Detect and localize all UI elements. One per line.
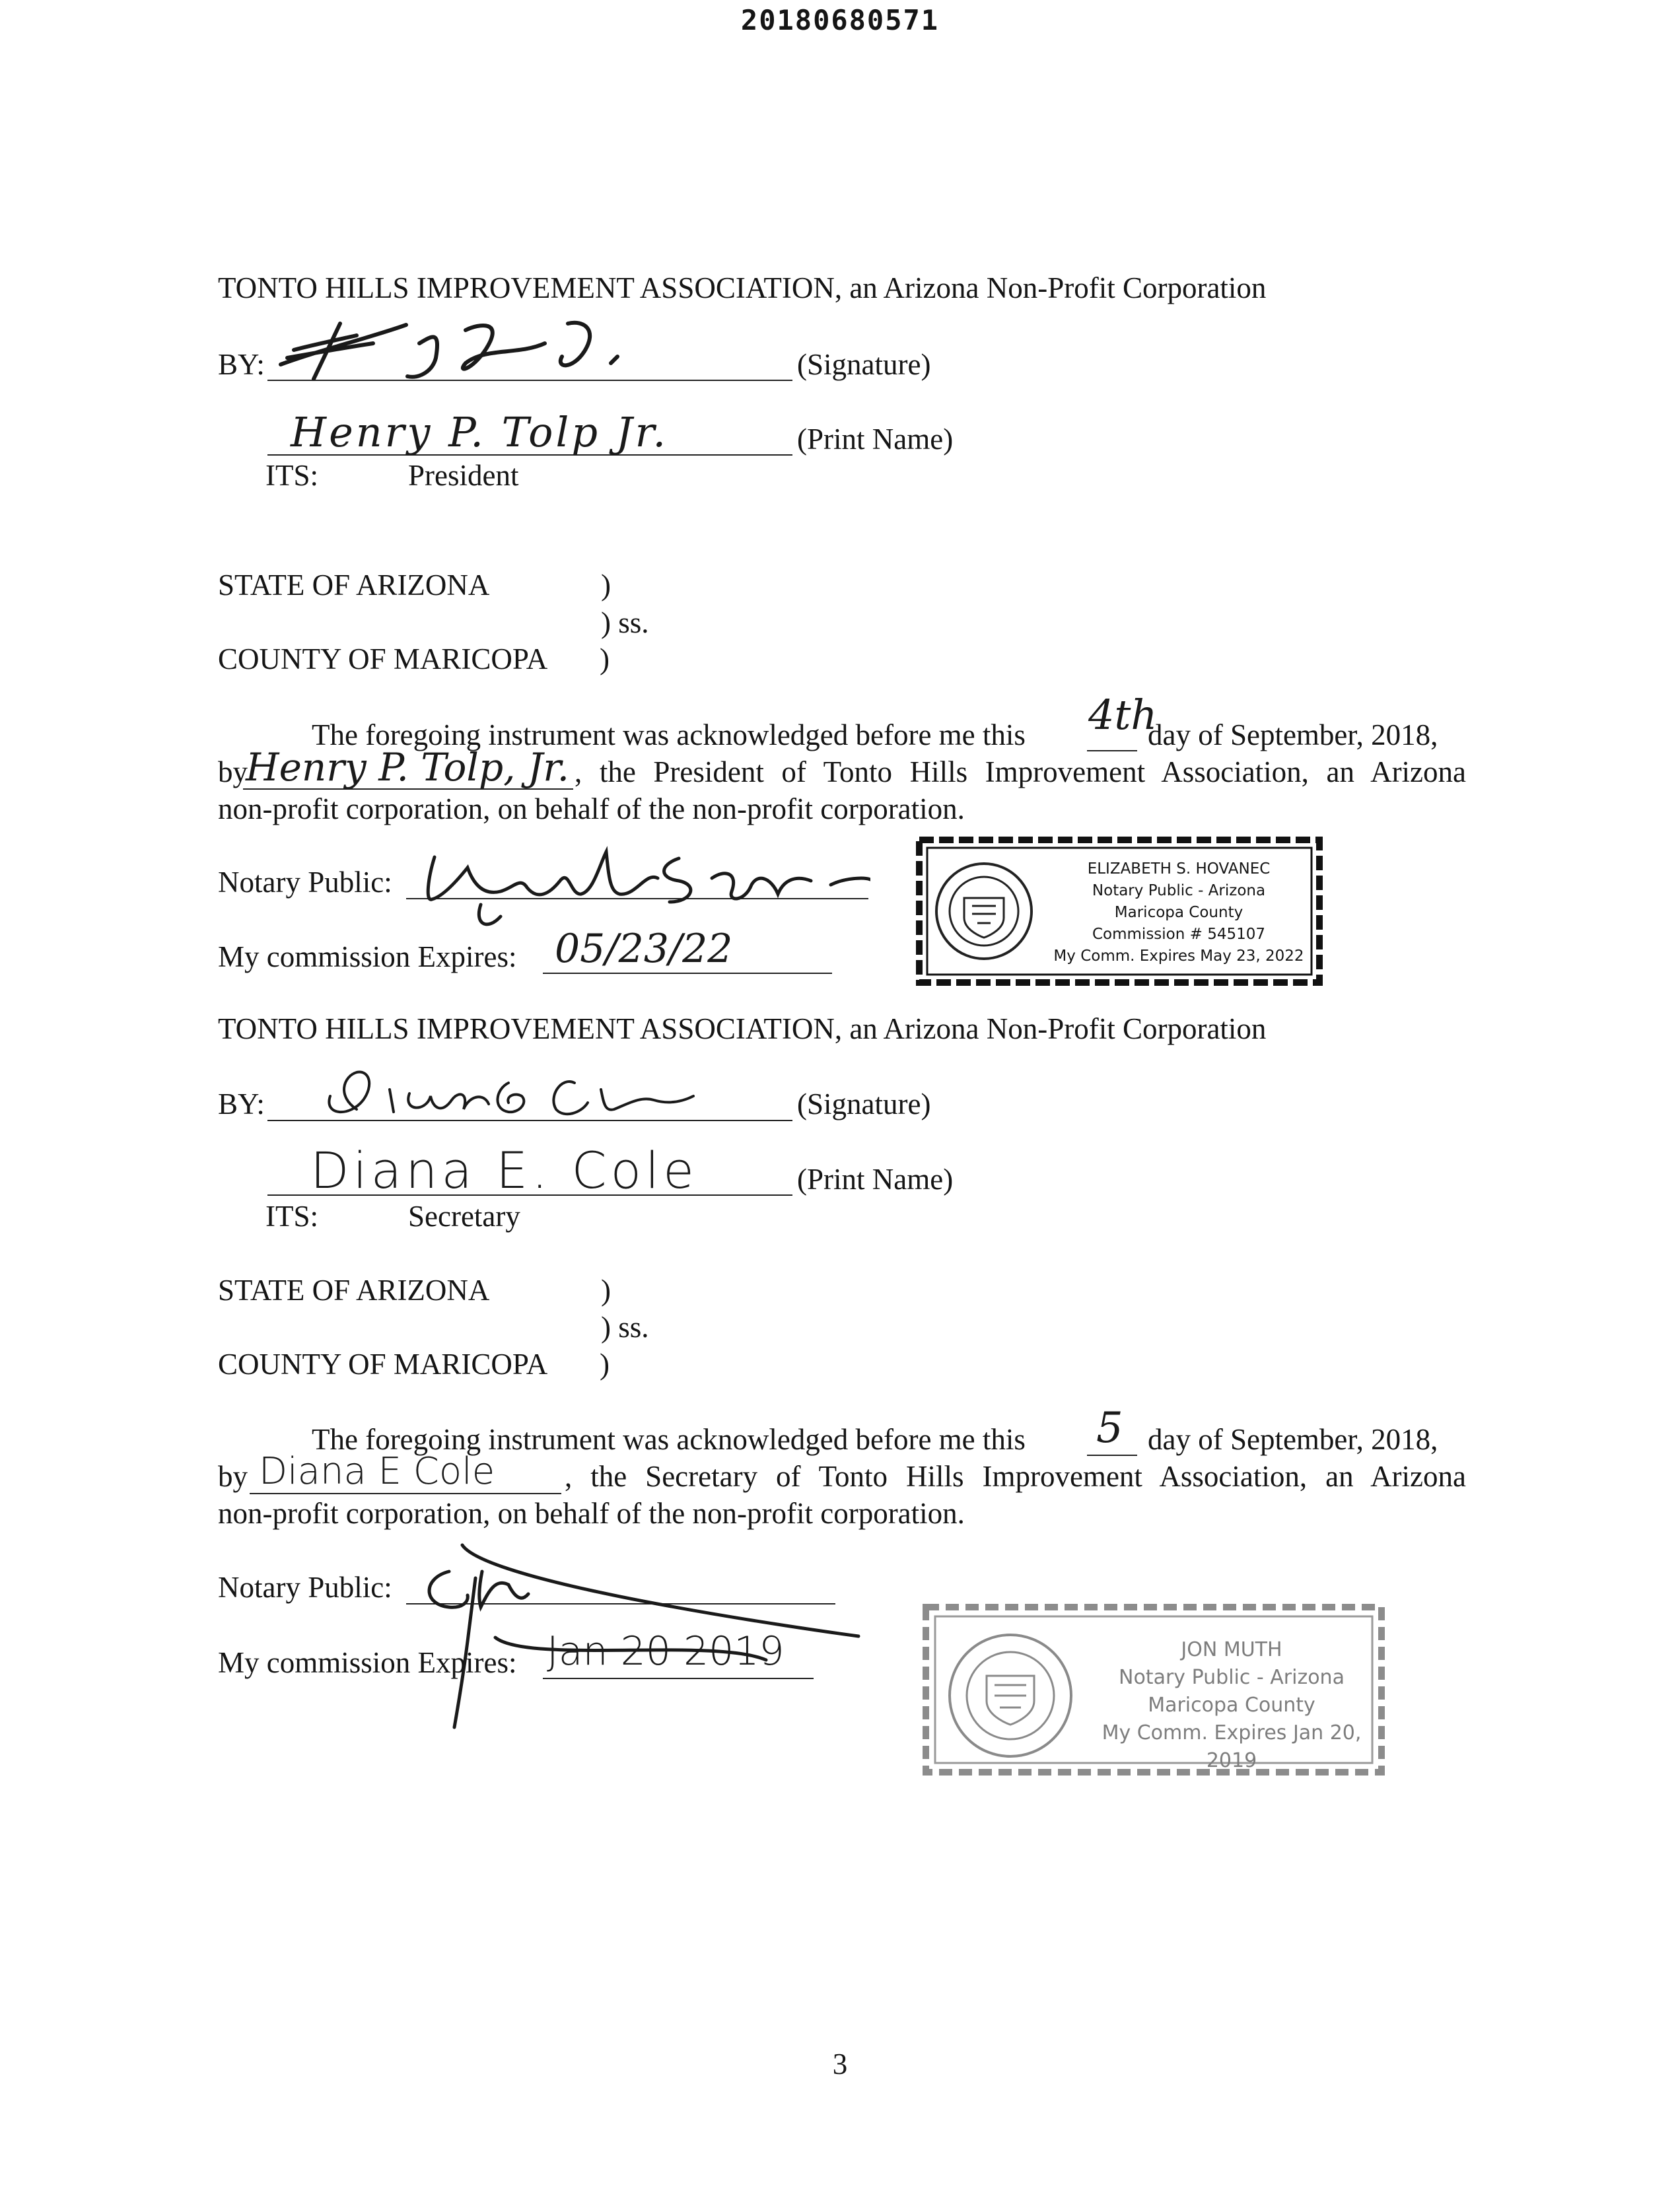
by-prefix: by xyxy=(218,755,248,788)
signature-caption: (Signature) xyxy=(797,1087,931,1121)
commission-expires-line xyxy=(543,1678,814,1679)
notary-stamp-title: Notary Public - Arizona xyxy=(1119,1666,1345,1689)
state-line: STATE OF ARIZONA xyxy=(218,569,490,602)
notary-stamp xyxy=(911,832,1327,990)
acknowledgment-text: The foregoing instrument was acknowledged before me this xyxy=(312,1423,1026,1456)
page-number: 3 xyxy=(832,2048,848,2081)
county-line: COUNTY OF MARICOPA xyxy=(218,1348,548,1381)
notary-stamp-text xyxy=(1043,858,1314,967)
commission-expires-value: Jan 20 2019 xyxy=(547,1628,785,1674)
acknowledgment-day: 4th xyxy=(1088,691,1158,739)
notary-stamp-text xyxy=(1083,1636,1380,1775)
ss-line: ) ss. xyxy=(601,1311,649,1344)
print-name-value: Henry P. Tolp Jr. xyxy=(291,408,669,456)
its-label: ITS: xyxy=(265,1200,319,1233)
state-line: STATE OF ARIZONA xyxy=(218,1274,490,1307)
signer-role-text: , the President of Tonto Hills Improvement Association, an Arizona xyxy=(575,755,1466,788)
entity-heading: TONTO HILLS IMPROVEMENT ASSOCIATION, an Arizona Non-Profit Corporation xyxy=(218,271,1267,304)
its-value: President xyxy=(408,459,519,492)
by-label: BY: xyxy=(218,348,265,381)
notary-stamp-county: Maricopa County xyxy=(1148,1694,1315,1717)
notary-stamp-name: JON MUTH xyxy=(1181,1638,1282,1661)
print-name-value: Diana E. Cole xyxy=(310,1141,698,1200)
venue-paren: ) xyxy=(600,1348,610,1381)
notary-stamp xyxy=(918,1598,1393,1786)
signature-caption: (Signature) xyxy=(797,348,931,381)
commission-expires-value: 05/23/22 xyxy=(555,926,733,972)
commission-expires-line xyxy=(543,973,832,974)
secretary-signature-graphic xyxy=(310,1056,720,1122)
by-label: BY: xyxy=(218,1087,265,1121)
signer-name-line xyxy=(250,1493,561,1494)
notary-stamp-commission: Commission # 545107 xyxy=(1092,926,1266,943)
venue-paren: ) xyxy=(601,1274,611,1307)
signer-name: Diana E Cole xyxy=(259,1450,495,1493)
notary-stamp-expires: My Comm. Expires Jan 20, 2019 xyxy=(1102,1721,1362,1772)
venue-paren: ) xyxy=(600,642,610,675)
notary-signature-graphic xyxy=(408,839,870,938)
entity-heading: TONTO HILLS IMPROVEMENT ASSOCIATION, an Arizona Non-Profit Corporation xyxy=(218,1012,1267,1045)
print-name-caption: (Print Name) xyxy=(797,1163,954,1196)
venue-paren: ) xyxy=(601,569,611,602)
president-signature-graphic xyxy=(267,310,690,383)
notary-stamp-county: Maricopa County xyxy=(1114,904,1243,921)
notary-public-label: Notary Public: xyxy=(218,1571,392,1604)
ss-line: ) ss. xyxy=(601,606,649,639)
its-label: ITS: xyxy=(265,459,319,492)
acknowledgment-text: The foregoing instrument was acknowledged before me this xyxy=(312,718,1026,751)
corporation-text: non-profit corporation, on behalf of the non-profit corporation. xyxy=(218,792,965,825)
notary-public-label: Notary Public: xyxy=(218,866,392,899)
signer-role-text: , the Secretary of Tonto Hills Improvement Association, an Arizona xyxy=(565,1460,1466,1493)
acknowledgment-date-text: day of September, 2018, xyxy=(1148,718,1438,751)
county-line: COUNTY OF MARICOPA xyxy=(218,642,548,675)
day-line xyxy=(1087,1455,1137,1456)
acknowledgment-day: 5 xyxy=(1096,1404,1123,1453)
commission-expires-label: My commission Expires: xyxy=(218,940,517,973)
by-prefix: by xyxy=(218,1460,248,1493)
print-name-caption: (Print Name) xyxy=(797,423,954,456)
recording-number: 20180680571 xyxy=(740,4,940,36)
acknowledgment-date-text: day of September, 2018, xyxy=(1148,1423,1438,1456)
commission-expires-label: My commission Expires: xyxy=(218,1646,517,1679)
day-line xyxy=(1087,750,1137,751)
notary-stamp-expires: My Comm. Expires May 23, 2022 xyxy=(1053,948,1304,965)
notary-stamp-name: ELIZABETH S. HOVANEC xyxy=(1087,860,1271,878)
corporation-text: non-profit corporation, on behalf of the non-profit corporation. xyxy=(218,1497,965,1530)
signer-name: Henry P. Tolp, Jr. xyxy=(246,745,570,790)
notary-stamp-title: Notary Public - Arizona xyxy=(1092,882,1266,899)
its-value: Secretary xyxy=(408,1200,520,1233)
